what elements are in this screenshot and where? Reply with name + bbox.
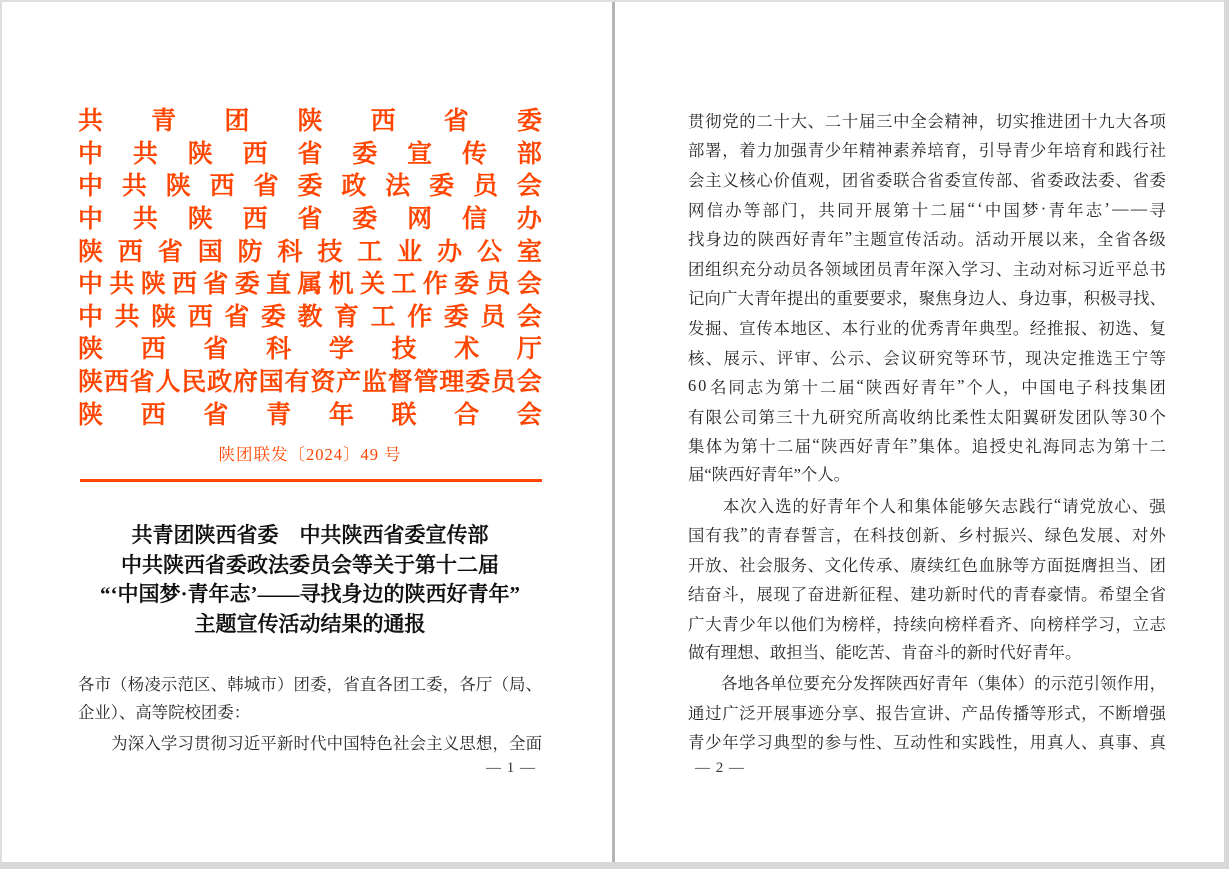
body-line: 做有理想、敢担当、能吃苦、肯奋斗的新时代好青年。 — [688, 642, 1082, 662]
viewer-edge-left — [0, 0, 2, 869]
page-2-number: — 2 — — [695, 760, 745, 776]
title-line: 主题宣传活动结果的通报 — [194, 611, 426, 636]
body-line: 贯 彻 党 的 二 十 大 、 二 十 届 三 中 全 会 精 神 ， 切 实 推 进 团 十 九 大 各 项 — [688, 111, 1166, 131]
red-separator-rule — [80, 479, 542, 482]
issuing-org-line: 中 共 陕 西 省 委 宣 传 部 — [78, 140, 542, 168]
body-line: 企业）、高等院校团委： — [78, 702, 251, 722]
body-line: 国 有 我 ” 的 青 春 誓 言 ， 在 科 技 创 新 、 乡 村 振 兴 、 绿 色 发 展 、 对 外 — [688, 524, 1166, 546]
body-line: 各 地 各 单 位 要 充 分 发 挥 陕 西 好 青 年 （ 集 体 ） 的 示 范 引 领 作 用 ， — [720, 674, 1166, 694]
body-line: 开 放 、 社 会 服 务 、 文 化 传 承 、 赓 续 红 色 血 脉 等 方 面 挺 膺 担 当 、 团 — [688, 555, 1166, 575]
doc-number: 陕团联发〔2024〕49 号 — [218, 445, 402, 464]
body-line: 部 署 ， 着 力 加 强 青 少 年 精 神 素 养 培 育 ， 引 导 青 少 年 培 育 和 践 行 社 — [688, 141, 1166, 161]
body-line: 集 体 为 第 十 二 届 “ 陕 西 好 青 年 ” 集 体 。 追 授 史 礼 海 同 志 为 第 十 二 — [688, 435, 1166, 457]
issuing-org-line: 陕 西 省 国 防 科 技 工 业 办 公 室 — [78, 238, 542, 266]
issuing-org-line: 陕 西 省 科 学 技 术 厅 — [78, 336, 542, 364]
body-line: 6 0 名 同 志 为 第 十 二 届 “ 陕 西 好 青 年 ” 个 人 ， 中 国 电 子 科 技 集 团 — [688, 376, 1166, 398]
page-2 — [615, 0, 1224, 869]
issuing-org-line: 陕 西 省 青 年 联 合 会 — [78, 401, 542, 429]
body-line: 团 组 织 充 分 动 员 各 领 域 团 员 青 年 深 入 学 习 、 主 动 对 标 习 近 平 总 书 — [688, 259, 1166, 279]
body-line: 广 大 青 少 年 以 他 们 为 榜 样 ， 持 续 向 榜 样 看 齐 、 向 榜 样 学 习 ， 立 志 — [688, 614, 1166, 634]
body-line: 届“陕西好青年”个人。 — [688, 465, 851, 485]
page-1-number: — 1 — — [486, 760, 536, 776]
issuing-orgs-header — [78, 103, 542, 429]
page-1-body — [78, 668, 542, 757]
title-line: 共青团陕西省委 中共陕西省委宣传部 — [131, 523, 489, 547]
body-line: 结 奋 斗 ， 展 现 了 奋 进 新 征 程 、 建 功 新 时 代 的 青 春 豪 情 。 希 望 全 省 — [688, 585, 1166, 605]
body-line: 会 主 义 核 心 价 值 观 ， 团 省 委 联 合 省 委 宣 传 部 、 省 委 政 法 委 、 省 委 — [688, 170, 1166, 190]
issuing-org-line: 中 共 陕 西 省 委 教 育 工 作 委 员 会 — [78, 303, 542, 331]
body-line: 为 深 入 学 习 贯 彻 习 近 平 新 时 代 中 国 特 色 社 会 主 义 思 想 ， 全 面 — [111, 733, 542, 753]
issuing-org-line: 中 共 陕 西 省 委 网 信 办 — [78, 206, 542, 234]
body-line: 发 掘 、 宣 传 本 地 区 、 本 行 业 的 优 秀 青 年 典 型 。 经 推 报 、 初 选 、 复 — [688, 318, 1166, 338]
viewer-edge-bottom — [0, 862, 1229, 869]
title-line: 中共陕西省委政法委员会等关于第十二届 — [121, 552, 499, 577]
page-1 — [0, 0, 612, 869]
body-line: 有 限 公 司 第 三 十 九 研 究 所 高 收 纳 比 柔 性 太 阳 翼 研 发 团 队 等 3 0 个 — [688, 405, 1166, 427]
body-line: 青 少 年 学 习 典 型 的 参 与 性 、 互 动 性 和 实 践 性 ， 用 真 人 、 真 事 、 真 — [688, 733, 1166, 753]
issuing-org-line: 共 青 团 陕 西 省 委 — [78, 108, 542, 136]
viewer-edge-right — [1224, 0, 1229, 869]
body-line: 网 信 办 等 部 门 ， 共 同 开 展 第 十 二 届 “ ‘ 中 国 梦 · 青 年 志 ’ — — 寻 — [688, 198, 1166, 220]
body-line: 各 市 （ 杨 凌 示 范 区 、 韩 城 市 ） 团 委 ， 省 直 各 团 工 委 ， 各 厅 （ 局 、 — [78, 674, 542, 694]
body-line: 核 、 展 示 、 评 审 、 公 示 、 会 议 研 究 等 环 节 ， 现 决 定 推 选 王 宁 等 — [688, 348, 1166, 368]
document-title — [36, 521, 584, 639]
body-line: 通 过 广 泛 开 展 事 迹 分 享 、 报 告 宣 讲 、 产 品 传 播 等 形 式 ， 不 断 增 强 — [688, 703, 1166, 723]
body-line: 记 向 广 大 青 年 提 出 的 重 要 要 求 ， 聚 焦 身 边 人 、 身 边 事 ， 积 极 寻 找 、 — [688, 289, 1166, 309]
body-line: 本 次 入 选 的 好 青 年 个 人 和 集 体 能 够 矢 志 践 行 “ 请 党 放 心 、 强 — [722, 494, 1166, 516]
issuing-org-line: 陕 西 省 人 民 政 府 国 有 资 产 监 督 管 理 委 员 会 — [78, 369, 542, 397]
title-line: “‘中国梦·青年志’——寻找身边的陕西好青年” — [100, 582, 520, 606]
page-2-body — [688, 105, 1166, 756]
issuing-org-line: 中 共 陕 西 省 委 直 属 机 关 工 作 委 员 会 — [78, 271, 542, 299]
body-line: 找 身 边 的 陕 西 好 青 年 ” 主 题 宣 传 活 动 。 活 动 开 展 以 来 ， 全 省 各 级 — [688, 228, 1166, 250]
issuing-org-line: 中 共 陕 西 省 委 政 法 委 员 会 — [78, 173, 542, 201]
viewer-edge-top — [0, 0, 1229, 2]
